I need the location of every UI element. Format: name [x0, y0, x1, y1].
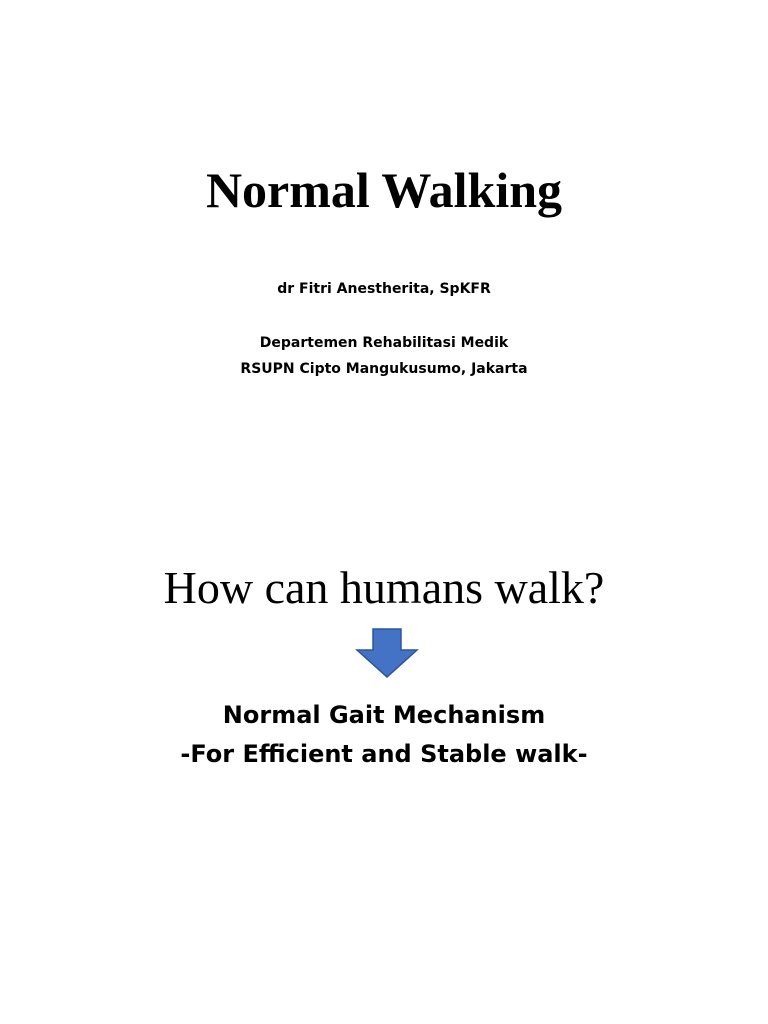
hospital-name: RSUPN Cipto Mangukusumo, Jakarta — [240, 361, 528, 377]
down-arrow-shape — [357, 629, 417, 677]
mechanism-title: Normal Gait Mechanism — [222, 701, 546, 729]
department-name: Departemen Rehabilitasi Medik — [259, 335, 509, 351]
question-heading: How can humans walk? — [163, 562, 605, 613]
mechanism-subtitle: -For Efficient and Stable walk- — [180, 740, 588, 768]
down-arrow-icon — [355, 628, 419, 678]
document-title: Normal Walking — [205, 162, 563, 218]
author-name: dr Fitri Anestherita, SpKFR — [277, 281, 491, 297]
